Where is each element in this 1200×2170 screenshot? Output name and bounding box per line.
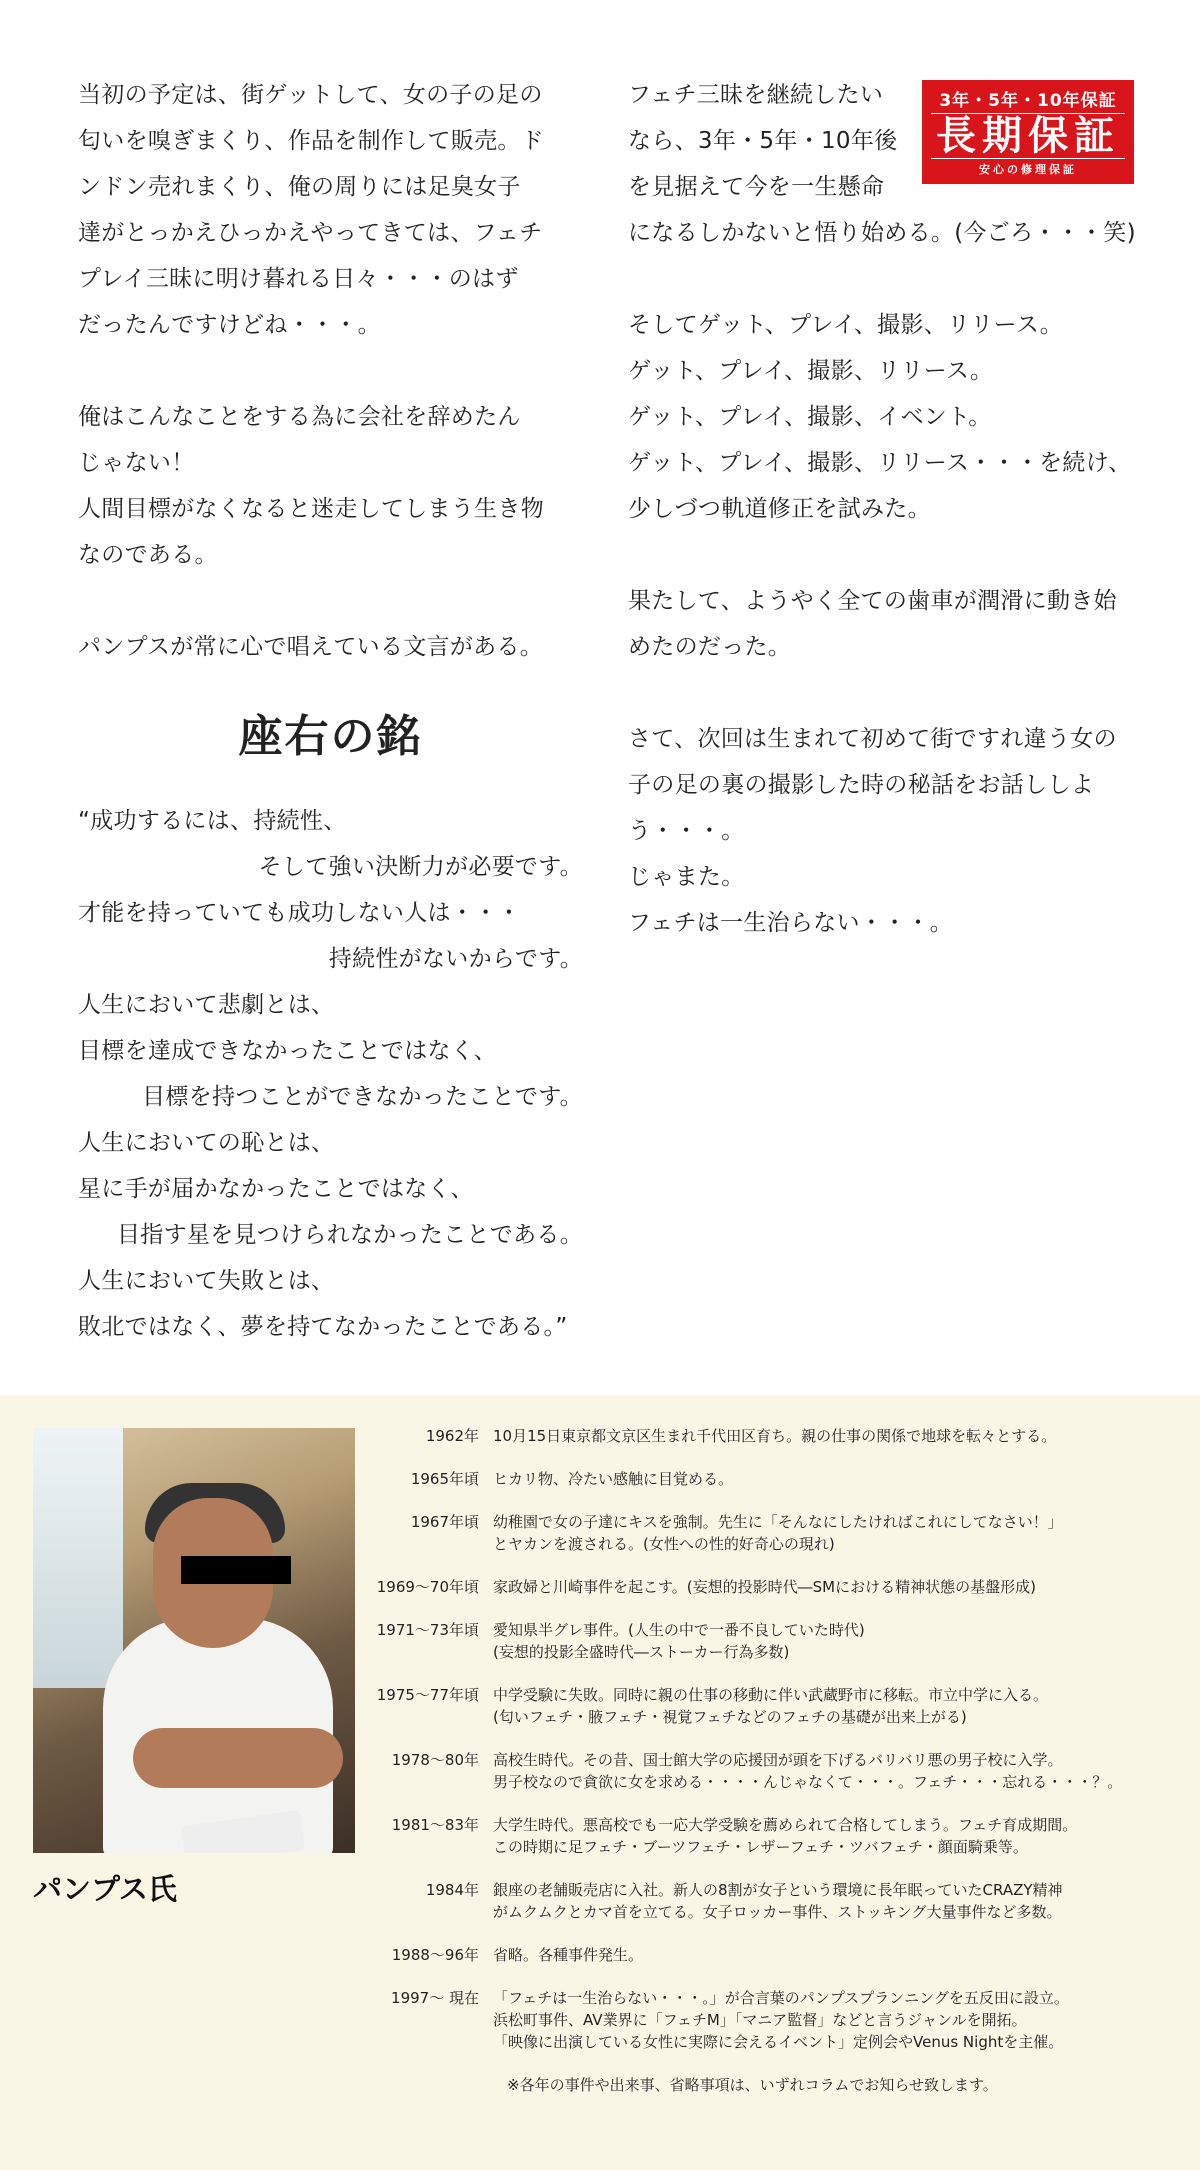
timeline-year: 1967年頃 [410,1513,479,1531]
text-line: になるしかないと悟り始める。(今ごろ・・・笑) [628,220,1136,246]
motto-line: 持続性がないからです。 [328,946,583,972]
timeline-year: 1997～ 現在 [391,1989,479,2007]
left-paragraph-2 [78,394,583,578]
text-line: ンドン売れまくり、俺の周りには足臭女子 [78,174,521,200]
right-paragraph-3 [628,578,1148,670]
text-line: なのである。 [78,542,218,568]
motto-line: 目標を持つことができなかったことです。 [142,1084,583,1110]
timeline-desc [493,1619,865,1663]
text-line: プレイ三昧に明け暮れる日々・・・のはず [78,266,519,292]
text-line: ゲット、プレイ、撮影、リリース・・・を続け、 [628,450,1132,476]
timeline-note: ※各年の事件や出来事、省略事項は、いずれコラムでお知らせ致します。 [507,2076,998,2094]
text-line: フェチ三昧を継続したい [628,82,884,108]
left-paragraph-3: パンプスが常に心で唱えている文言がある。 [78,634,544,660]
timeline-line: ヒカリ物、冷たい感触に目覚める。 [493,1470,734,1488]
timeline-entry [360,1684,1175,1728]
badge-bottom-text: 安心の修理保証 [979,163,1077,176]
text-line: だったんですけどね・・・。 [78,312,381,338]
timeline-line: 中学受験に失敗。同時に親の仕事の移動に伴い武蔵野市に移転。市立中学に入る。 [493,1686,1049,1704]
text-line: 子の足の裏の撮影した時の秘話をお話ししよ [628,772,1094,798]
text-line: 達がとっかえひっかえやってきては、フェチ [78,220,543,246]
timeline-entry [360,1987,1175,2053]
profile-name: パンプス氏 [33,1872,177,1906]
timeline-line: (匂いフェチ・腋フェチ・視覚フェチなどのフェチの基礎が出来上がる) [493,1708,967,1726]
timeline-line: 家政婦と川崎事件を起こす。(妄想的投影時代―SMにおける精神状態の基盤形成) [493,1578,1036,1596]
timeline-line: 幼稚園で女の子達にキスを強制。先生に「そんなにしたければこれにしてなさい！」 [493,1513,1063,1531]
timeline-entry [360,1944,1175,1966]
text-line: 匂いを嗅ぎまくり、作品を制作して販売。ド [78,128,544,154]
text-line: 俺はこんなことをする為に会社を辞めたん [78,404,521,430]
timeline-year: 1965年頃 [410,1470,479,1488]
timeline-entry [360,1468,1175,1490]
timeline-line: 銀座の老舗販売店に入社。新人の8割が女子という環境に長年眠っていたCRAZY精神 [493,1881,1063,1899]
text-line: 当初の予定は、街ゲットして、女の子の足の [78,82,543,108]
timeline-line: (妄想的投影全盛時代―ストーカー行為多数) [493,1643,790,1661]
timeline-desc [493,1425,1056,1447]
timeline-line: 「フェチは一生治らない・・・。」が合言葉のパンプスプランニングを五反田に設立。 [493,1989,1069,2007]
timeline-line: この時期に足フェチ・ブーツフェチ・レザーフェチ・ツバフェチ・顔面騎乗等。 [493,1838,1028,1856]
motto-line: 目指す星を見つけられなかったことである。 [117,1222,583,1248]
text-line: う・・・。 [628,818,745,844]
motto-line: 才能を持っていても成功しない人は・・・ [78,900,521,926]
timeline-line: 愛知県半グレ事件。(人生の中で一番不良していた時代) [493,1621,865,1639]
timeline-year: 1962年 [425,1427,479,1445]
timeline-entry [360,1511,1175,1555]
text-line: さて、次回は生まれて初めて街ですれ違う女の [628,726,1117,752]
profile-section [0,1395,1200,2170]
censor-bar [181,1556,291,1584]
timeline-desc [493,1814,1077,1858]
warranty-badge [922,80,1134,184]
timeline-year: 1981～83年 [391,1816,479,1834]
text-line: フェチは一生治らない・・・。 [628,910,954,936]
timeline-line: 男子校なので貪欲に女を求める・・・・んじゃなくて・・・。フェチ・・・忘れる・・・？。 [493,1773,1123,1791]
timeline-line: とヤカンを渡される。(女性への性的好奇心の現れ) [493,1535,835,1553]
timeline-entry [360,1814,1175,1858]
text-line: じゃまた。 [628,864,745,890]
right-column [628,72,1148,946]
motto-line: 人生において悲劇とは、 [78,992,335,1018]
text-line: じゃない！ [78,450,195,476]
right-paragraph-2 [628,302,1148,532]
timeline-desc [493,1468,733,1490]
motto-title: 座右の銘 [238,711,423,762]
timeline-desc [493,1749,1122,1793]
timeline-desc [493,1511,1063,1555]
timeline-desc [493,1987,1069,2053]
motto-line: そして強い決断力が必要です。 [258,854,583,880]
text-line: を見据えて今を一生懸命 [628,174,885,200]
text-line: 少しづつ軌道修正を試みた。 [628,496,931,522]
text-line: そしてゲット、プレイ、撮影、リリース。 [628,312,1064,338]
motto-line: 目標を達成できなかったことではなく、 [78,1038,497,1064]
badge-main-text: 長期保証 [931,113,1125,159]
text-line: 人間目標がなくなると迷走してしまう生き物 [78,496,544,522]
timeline-entry [360,1879,1175,1923]
timeline-line: 省略。各種事件発生。 [493,1946,644,1964]
timeline-desc [493,1944,643,1966]
timeline-year: 1988～96年 [391,1946,479,1964]
timeline-year: 1975～77年頃 [376,1686,479,1704]
timeline-line: 浜松町事件、AV業界に「フェチM」「マニア監督」などと言うジャンルを開拓。 [493,2011,1027,2029]
text-line: ゲット、プレイ、撮影、イベント。 [628,404,992,430]
timeline-entry [360,1425,1175,1447]
motto-quote [78,798,583,1350]
timeline-year: 1978～80年 [391,1751,479,1769]
motto-line: 敗北ではなく、夢を持てなかったことである。” [78,1314,568,1340]
timeline-year: 1984年 [425,1881,479,1899]
timeline-desc [493,1576,1036,1598]
timeline-line: 「映像に出演している女性に実際に会えるイベント」定例会やVenus Nightを主催。 [493,2033,1064,2051]
motto-line: “成功するには、持続性、 [78,808,347,834]
timeline [360,1425,1175,2096]
motto-line: 人生において失敗とは、 [78,1268,335,1294]
timeline-desc [493,1879,1063,1923]
text-line: なら、3年・5年・10年後 [628,128,898,154]
right-paragraph-4 [628,716,1148,946]
timeline-line: 大学生時代。悪高校でも一応大学受験を薦められて合格してしまう。フェチ育成期間。 [493,1816,1078,1834]
timeline-desc [493,1684,1048,1728]
profile-photo [33,1428,355,1853]
timeline-line: 10月15日東京都文京区生まれ千代田区育ち。親の仕事の関係で地球を転々とする。 [493,1427,1057,1445]
left-column [78,72,583,1350]
motto-line: 星に手が届かなかったことではなく、 [78,1176,474,1202]
motto-line: 人生においての恥とは、 [78,1130,335,1156]
timeline-entry [360,1619,1175,1663]
timeline-line: がムクムクとカマ首を立てる。女子ロッカー事件、ストッキング大量事件など多数。 [493,1903,1062,1921]
text-line: ゲット、プレイ、撮影、リリース。 [628,358,994,384]
badge-top-text: 3年・5年・10年保証 [939,91,1117,111]
timeline-line: 高校生時代。その昔、国士館大学の応援団が頭を下げるバリバリ悪の男子校に入学。 [493,1751,1063,1769]
left-paragraph-1 [78,72,583,348]
text-line: めたのだった。 [628,634,792,660]
timeline-entry [360,1576,1175,1598]
timeline-entry [360,1749,1175,1793]
text-line: 果たして、ようやく全ての歯車が潤滑に動き始 [628,588,1117,614]
timeline-year: 1971～73年頃 [376,1621,479,1639]
timeline-year: 1969～70年頃 [376,1578,479,1596]
